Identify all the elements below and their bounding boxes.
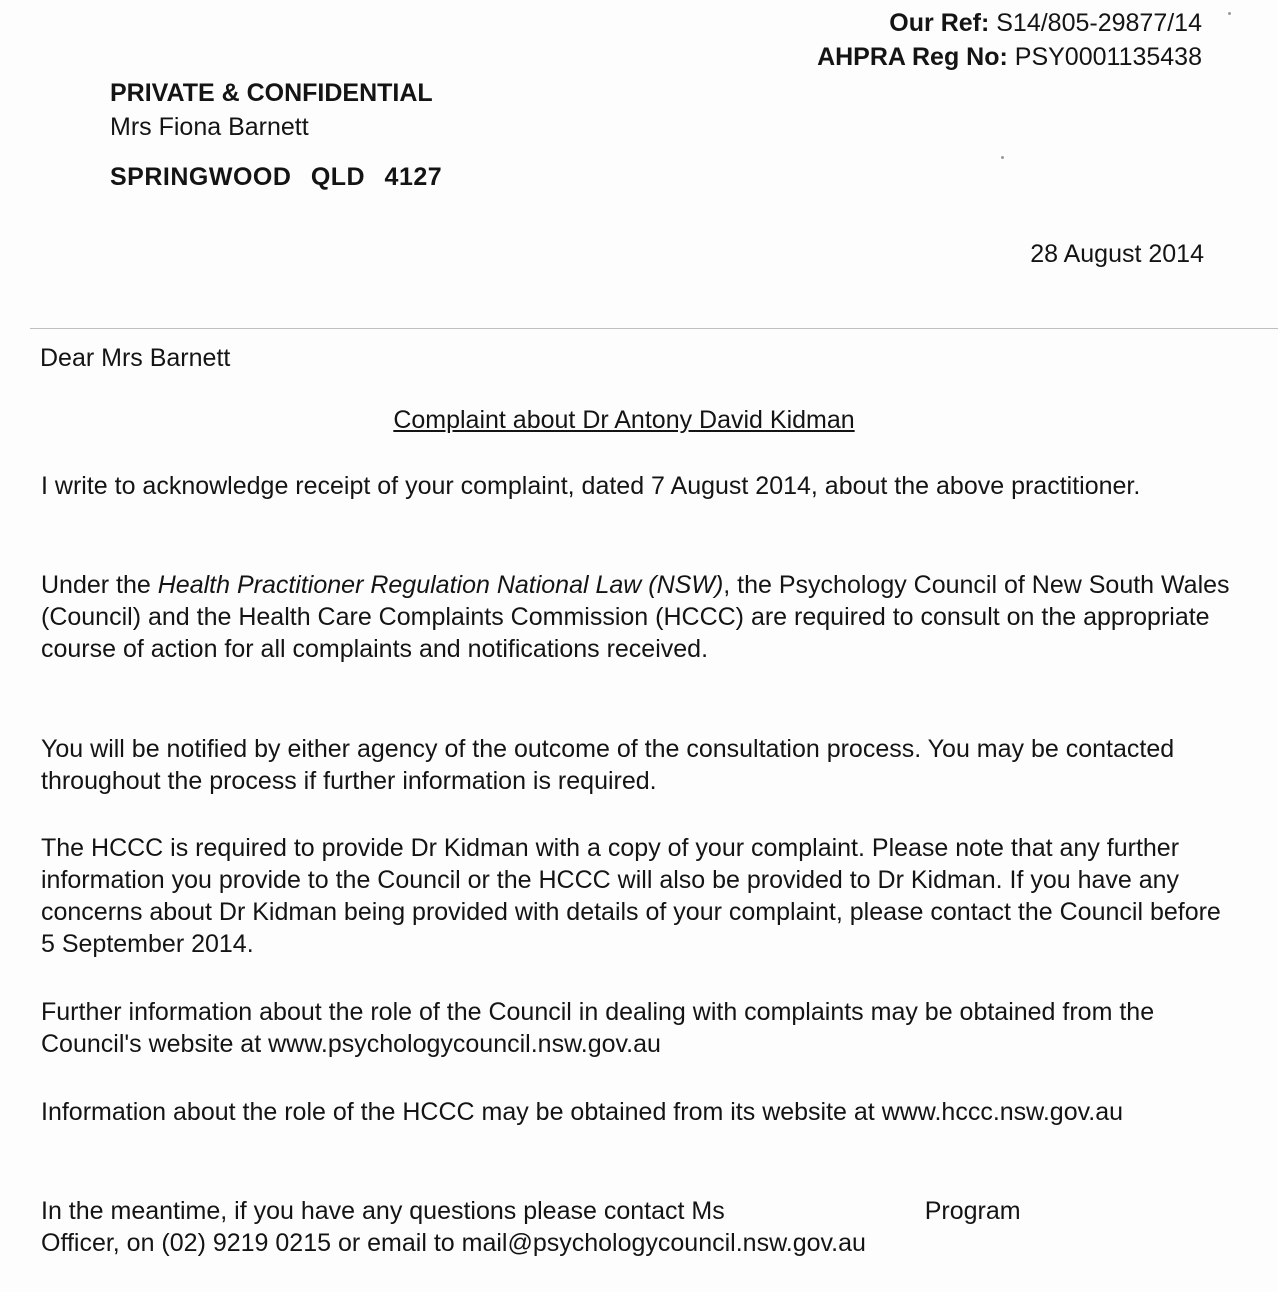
divider-line: [30, 328, 1278, 329]
recipient-city: SPRINGWOOD QLD 4127: [110, 163, 443, 191]
paragraph-hccc-website: Information about the role of the HCCC may be obtained from its website at www.hccc.nsw.gov.au: [41, 1098, 1124, 1126]
contact-line-1: [41, 1195, 1231, 1227]
our-ref-value: S14/805-29877/14: [996, 9, 1202, 37]
national-law-text-end: , the Psychology Council of New South Wales (Council) and the Health Care Complaints Commission (HCCC) are required to consult on the appropriate course of action for all complaints and notifications received.: [41, 571, 1230, 663]
recipient-address: [110, 76, 442, 194]
paragraph-national-law: [41, 569, 1231, 665]
paragraph-notification: You will be notified by either agency of the outcome of the consultation process. You may be contacted throughout the process if further information is required.: [41, 735, 1175, 795]
paragraph-contact: [41, 1195, 1231, 1259]
letter-date: 28 August 2014: [1030, 240, 1204, 268]
contact-text: In the meantime, if you have any questions please contact Ms: [41, 1197, 725, 1225]
contact-role: Program: [924, 1197, 1021, 1225]
scan-speck: [1001, 156, 1004, 159]
salutation: Dear Mrs Barnett: [40, 344, 231, 372]
national-law-text-start: Under the: [41, 571, 158, 599]
ahpra-line: [817, 40, 1202, 74]
ahpra-value: PSY0001135438: [1014, 43, 1202, 71]
national-law-title: Health Practitioner Regulation National Law (NSW): [157, 571, 724, 599]
our-ref-line: [817, 6, 1202, 40]
our-ref-label: Our Ref:: [889, 9, 990, 37]
recipient-name: Mrs Fiona Barnett: [110, 113, 309, 141]
paragraph-hccc-copy: The HCCC is required to provide Dr Kidman with a copy of your complaint. Please note that any further information you provide to the Council or the HCCC will also be provided to Dr Kidman. If you have any concerns about Dr Kidman being provided with details of your complaint, please contact the Council before 5 September 2014.: [41, 834, 1221, 958]
contact-line-2: Officer, on (02) 9219 0215 or email to mail@psychologycouncil.nsw.gov.au: [41, 1229, 866, 1257]
confidential-heading: PRIVATE & CONFIDENTIAL: [110, 79, 433, 107]
paragraph-council-website: Further information about the role of the Council in dealing with complaints may be obtained from the Council's website at www.psychologycouncil.nsw.gov.au: [41, 998, 1155, 1058]
reference-block: [817, 6, 1202, 74]
subject-line: Complaint about Dr Antony David Kidman: [393, 406, 855, 434]
paragraph-acknowledge: I write to acknowledge receipt of your complaint, dated 7 August 2014, about the above practitioner.: [41, 472, 1141, 500]
ahpra-label: AHPRA Reg No:: [817, 43, 1008, 71]
scan-speck: [1228, 12, 1231, 15]
